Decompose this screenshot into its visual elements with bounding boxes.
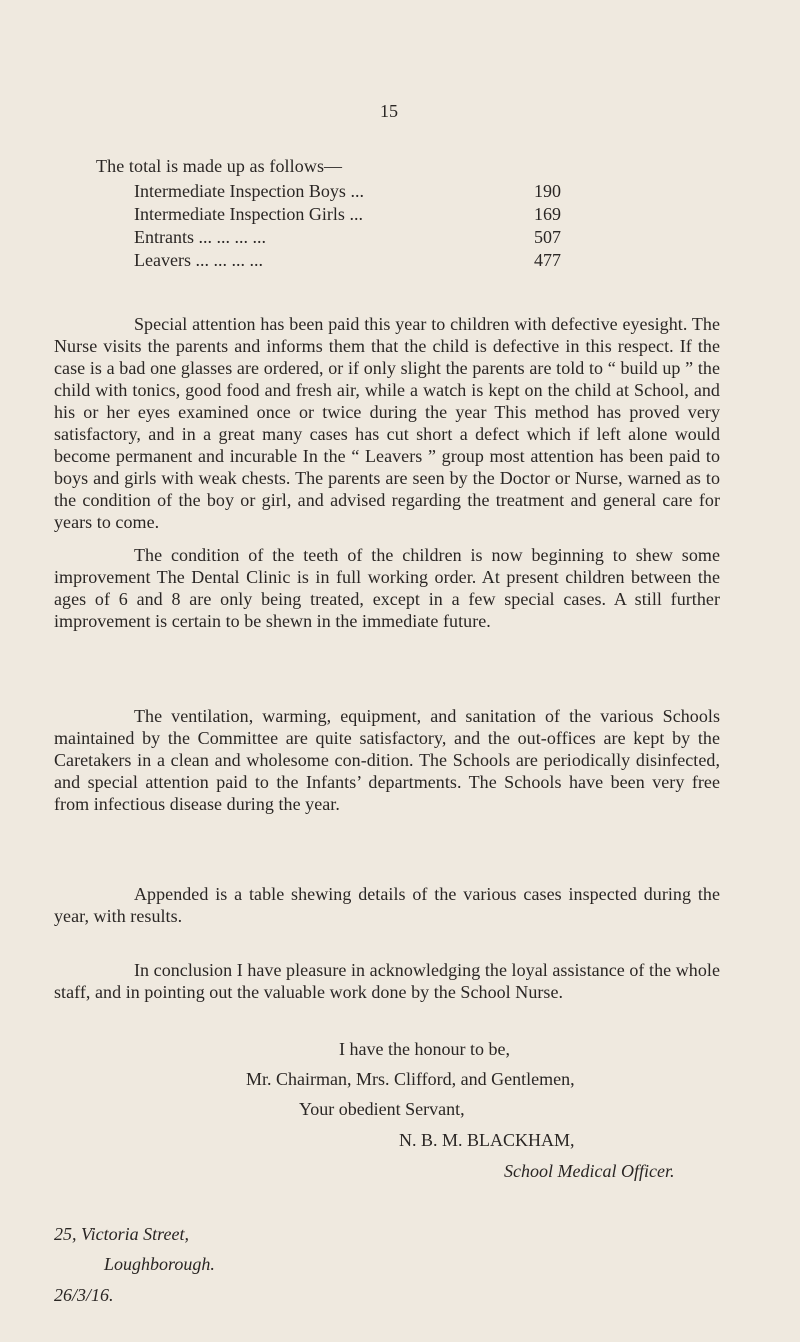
summary-row-value: 169 — [534, 204, 561, 224]
inspection-summary — [134, 180, 604, 272]
letter-date: 26/3/16. — [54, 1285, 114, 1305]
summary-row-value: 190 — [534, 181, 561, 201]
summary-row-value: 477 — [534, 250, 561, 270]
paragraph-teeth: The condition of the teeth of the children is now beginning to shew some improvement The Dental Clinic is in full working order. At present children between the ages of 6 and 8 are only being treated, except in a few special cases. A still further improvement is certain to be shewn in the immediate future. — [54, 545, 720, 631]
address-town: Loughborough. — [104, 1254, 215, 1274]
summary-row-label: Entrants ... ... ... ... — [134, 227, 266, 247]
page-number: 15 — [380, 101, 398, 121]
paragraph-eyesight: Special attention has been paid this year to children with defective eyesight. The Nurse visits the parents and informs them that the child is defective in this respect. If the case is a bad one glasses are ordered, or if only slight the parents are told to “ build up ” the child with tonics, good food and fresh air, while a watch is kept on the child at School, and his or her eyes examined once or twice during the year This method has proved very satisfactory, and in a great many cases has cut short a defect which if left alone would become permanent and incurable In the “ Leavers ” group most attention has been paid to boys and girls with weak chests. The parents are seen by the Doctor or Nurse, warned as to the condition of the boy or girl, and advised regarding the treatment and general care for years to come. — [54, 314, 720, 532]
summary-row-value: 507 — [534, 227, 561, 247]
summary-row-label: Intermediate Inspection Girls ... — [134, 204, 363, 224]
summary-row-leavers — [134, 249, 604, 272]
signature-title: School Medical Officer. — [504, 1161, 675, 1181]
address-street: 25, Victoria Street, — [54, 1224, 189, 1244]
summary-row-intermediate-boys — [134, 180, 604, 203]
paragraph-conclusion: In conclusion I have pleasure in acknowledging the loyal assistance of the whole staff, and in pointing out the valuable work done by the School Nurse. — [54, 960, 720, 1002]
summary-intro: The total is made up as follows— — [96, 156, 343, 176]
paragraph-sanitation: The ventilation, warming, equipment, and sanitation of the various Schools maintained by the Committee are quite satisfactory, and the out-offices are kept by the Caretakers in a clean and wholesome con-dition. The Schools are periodically disinfected, and special attention paid to the Infants’ departments. The Schools have been very free from infectious disease during the year. — [54, 706, 720, 814]
summary-row-label: Leavers ... ... ... ... — [134, 250, 263, 270]
closing-line-servant: Your obedient Servant, — [299, 1099, 465, 1119]
summary-row-intermediate-girls — [134, 203, 604, 226]
summary-row-entrants — [134, 226, 604, 249]
paragraph-appended-table: Appended is a table shewing details of the various cases inspected during the year, with results. — [54, 884, 720, 926]
closing-line-salutation: Mr. Chairman, Mrs. Clifford, and Gentlemen, — [246, 1069, 575, 1089]
signature-name: N. B. M. BLACKHAM, — [399, 1130, 575, 1150]
closing-line-honour: I have the honour to be, — [339, 1039, 510, 1059]
summary-row-label: Intermediate Inspection Boys ... — [134, 181, 364, 201]
